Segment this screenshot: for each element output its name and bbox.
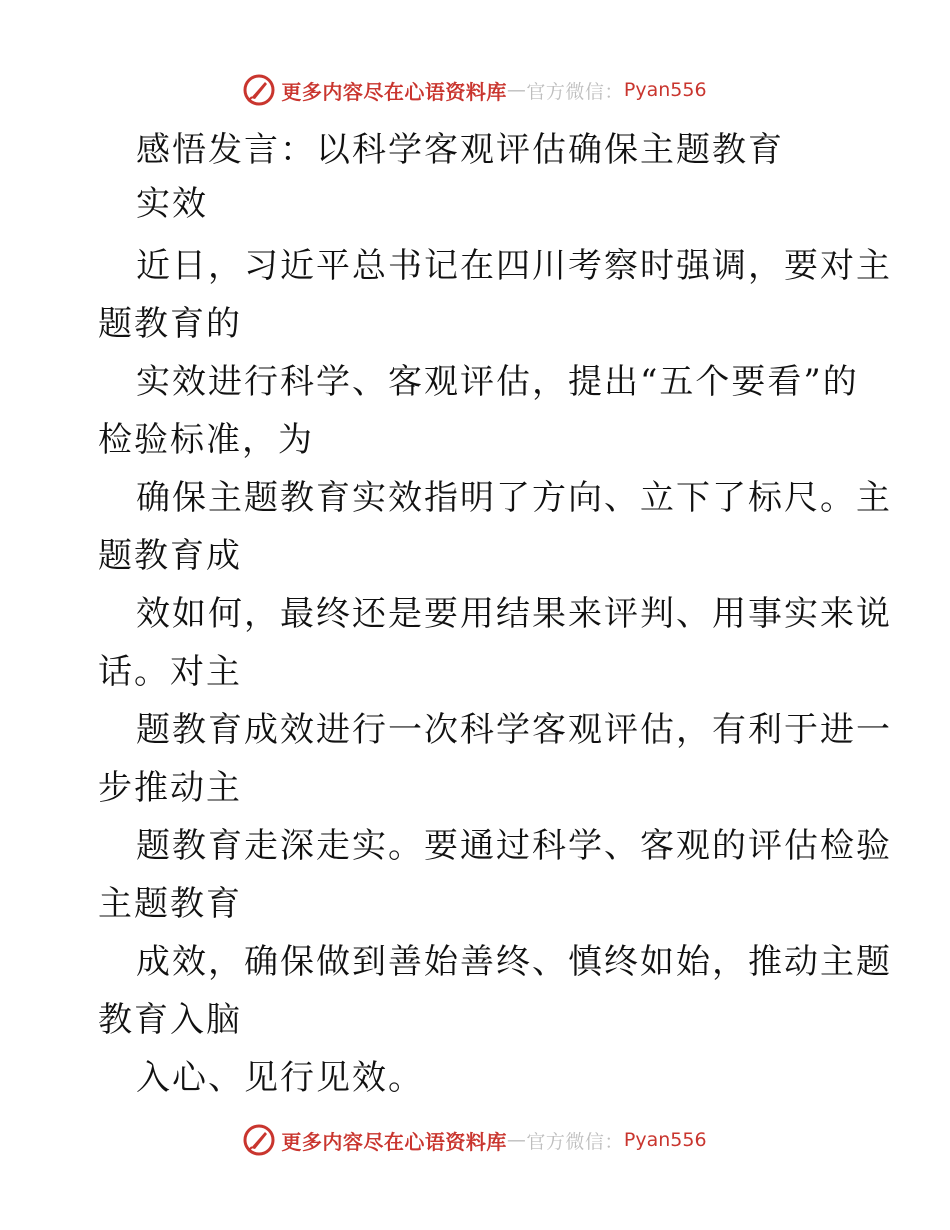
document-title-line-2: 实效: [136, 184, 208, 224]
paragraph-line: 入心、见行见效。: [136, 1058, 424, 1098]
footer-banner: [0, 1120, 950, 1160]
banner-wechat-handle: Pyan556: [623, 1129, 707, 1151]
paragraph-line: 确保主题教育实效指明了方向、立下了标尺。主: [136, 478, 892, 518]
paragraph-line: 步推动主: [98, 768, 242, 808]
header-banner: [0, 70, 950, 110]
paragraph-line: 近日，习近平总书记在四川考察时强调，要对主: [136, 246, 892, 286]
banner-brand-text: 更多内容尽在心语资料库: [281, 79, 507, 104]
banner-wechat-label: 官方微信：: [526, 1130, 624, 1153]
banner-wechat-label: 官方微信：: [526, 80, 624, 103]
paragraph-line: 检验标准，为: [98, 420, 314, 460]
paragraph-line: 成效，确保做到善始善终、慎终如始，推动主题: [136, 942, 892, 982]
quill-pen-logo-icon: [243, 1124, 275, 1156]
quill-pen-logo-icon: [243, 74, 275, 106]
banner-dash: —: [506, 1129, 527, 1151]
banner-wechat-handle: Pyan556: [623, 79, 707, 101]
paragraph-line: 题教育成效进行一次科学客观评估，有利于进一: [136, 710, 892, 750]
paragraph-line: 效如何，最终还是要用结果来评判、用事实来说: [136, 594, 892, 634]
paragraph-line: 教育入脑: [98, 1000, 242, 1040]
document-title-line-1: 感悟发言：以科学客观评估确保主题教育: [136, 130, 784, 170]
paragraph-line: 题教育成: [98, 536, 242, 576]
banner-dash: —: [506, 79, 527, 101]
paragraph-line: 题教育的: [98, 304, 242, 344]
banner-brand-text: 更多内容尽在心语资料库: [281, 1129, 507, 1154]
paragraph-line: 话。对主: [98, 652, 242, 692]
paragraph-line: 题教育走深走实。要通过科学、客观的评估检验: [136, 826, 892, 866]
paragraph-line: 主题教育: [98, 884, 242, 924]
paragraph-line: 实效进行科学、客观评估，提出“五个要看”的: [136, 362, 859, 402]
